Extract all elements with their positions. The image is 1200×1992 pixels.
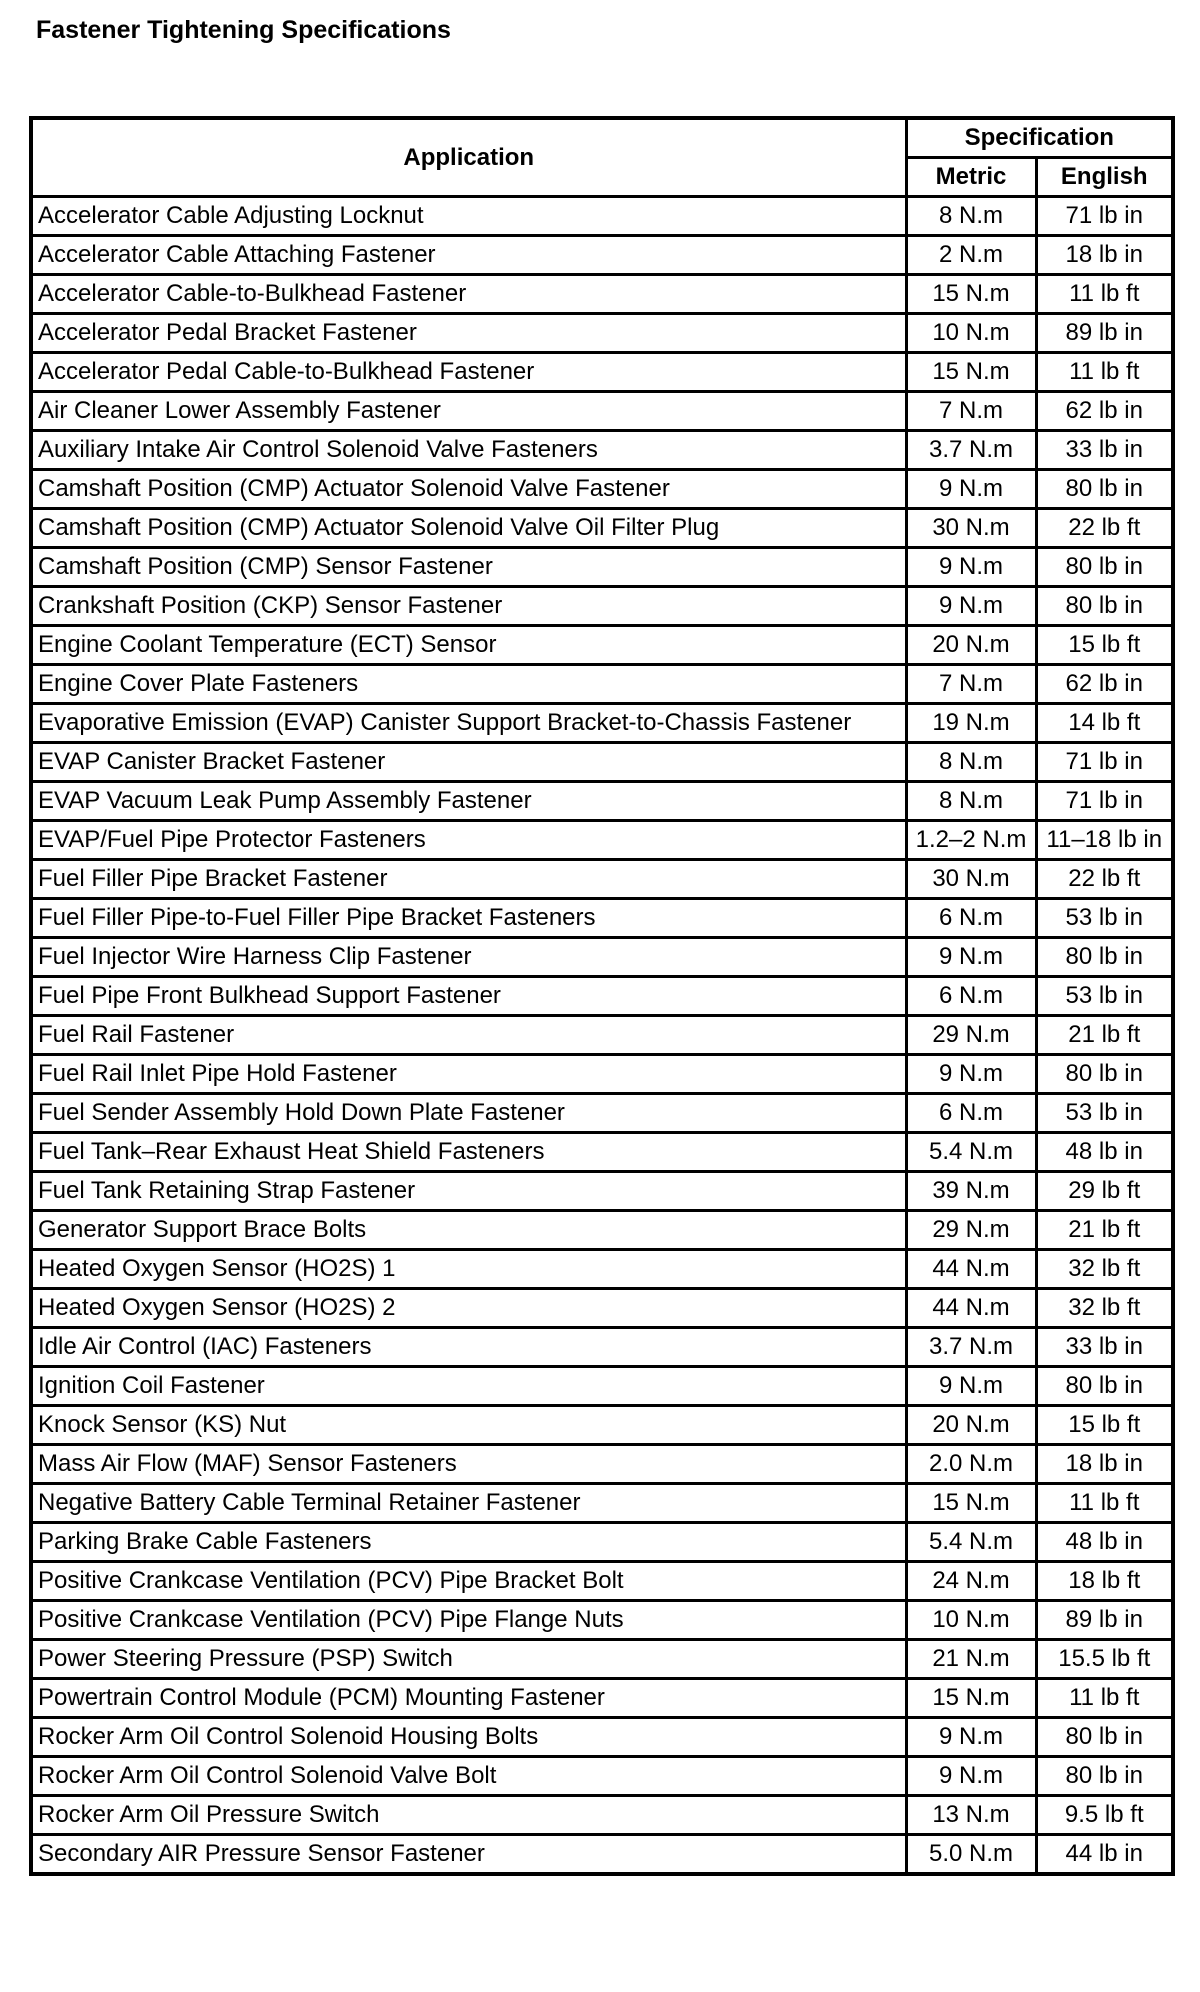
application-cell: Fuel Sender Assembly Hold Down Plate Fastener xyxy=(31,1094,906,1133)
english-cell: 80 lb in xyxy=(1036,470,1173,509)
metric-cell: 39 N.m xyxy=(906,1172,1036,1211)
specification-header: Specification xyxy=(906,118,1173,158)
application-cell: EVAP Canister Bracket Fastener xyxy=(31,743,906,782)
fastener-spec-table xyxy=(29,116,1175,1876)
english-cell: 32 lb ft xyxy=(1036,1289,1173,1328)
table-row xyxy=(31,548,1173,587)
table-row xyxy=(31,1679,1173,1718)
application-cell: Rocker Arm Oil Pressure Switch xyxy=(31,1796,906,1835)
english-cell: 11 lb ft xyxy=(1036,275,1173,314)
metric-cell: 2.0 N.m xyxy=(906,1445,1036,1484)
application-cell: Generator Support Brace Bolts xyxy=(31,1211,906,1250)
metric-cell: 20 N.m xyxy=(906,1406,1036,1445)
application-cell: Camshaft Position (CMP) Actuator Solenoid Valve Oil Filter Plug xyxy=(31,509,906,548)
application-cell: Engine Coolant Temperature (ECT) Sensor xyxy=(31,626,906,665)
application-cell: Fuel Rail Inlet Pipe Hold Fastener xyxy=(31,1055,906,1094)
table-row xyxy=(31,1445,1173,1484)
table-header xyxy=(31,118,1173,197)
metric-cell: 8 N.m xyxy=(906,743,1036,782)
english-cell: 53 lb in xyxy=(1036,1094,1173,1133)
table-row xyxy=(31,236,1173,275)
english-cell: 80 lb in xyxy=(1036,548,1173,587)
metric-cell: 9 N.m xyxy=(906,548,1036,587)
table-row xyxy=(31,1172,1173,1211)
english-cell: 80 lb in xyxy=(1036,1055,1173,1094)
application-cell: Engine Cover Plate Fasteners xyxy=(31,665,906,704)
english-cell: 44 lb in xyxy=(1036,1835,1173,1875)
english-cell: 21 lb ft xyxy=(1036,1211,1173,1250)
english-cell: 48 lb in xyxy=(1036,1133,1173,1172)
application-cell: Evaporative Emission (EVAP) Canister Support Bracket-to-Chassis Fastener xyxy=(31,704,906,743)
metric-cell: 3.7 N.m xyxy=(906,431,1036,470)
metric-cell: 9 N.m xyxy=(906,1367,1036,1406)
table-row xyxy=(31,782,1173,821)
table-row xyxy=(31,899,1173,938)
table-row xyxy=(31,1640,1173,1679)
english-cell: 11–18 lb in xyxy=(1036,821,1173,860)
english-cell: 18 lb in xyxy=(1036,236,1173,275)
table-row xyxy=(31,1484,1173,1523)
table-row xyxy=(31,1328,1173,1367)
english-cell: 80 lb in xyxy=(1036,587,1173,626)
application-cell: Fuel Pipe Front Bulkhead Support Fastener xyxy=(31,977,906,1016)
page-title: Fastener Tightening Specifications xyxy=(36,16,451,44)
table-row xyxy=(31,704,1173,743)
english-header: English xyxy=(1036,158,1173,197)
application-cell: Powertrain Control Module (PCM) Mounting Fastener xyxy=(31,1679,906,1718)
english-cell: 71 lb in xyxy=(1036,743,1173,782)
metric-cell: 7 N.m xyxy=(906,665,1036,704)
english-cell: 33 lb in xyxy=(1036,1328,1173,1367)
english-cell: 22 lb ft xyxy=(1036,860,1173,899)
english-cell: 80 lb in xyxy=(1036,1367,1173,1406)
metric-cell: 10 N.m xyxy=(906,1601,1036,1640)
metric-cell: 5.4 N.m xyxy=(906,1523,1036,1562)
metric-cell: 7 N.m xyxy=(906,392,1036,431)
metric-cell: 10 N.m xyxy=(906,314,1036,353)
english-cell: 53 lb in xyxy=(1036,899,1173,938)
metric-cell: 44 N.m xyxy=(906,1250,1036,1289)
table-row xyxy=(31,431,1173,470)
metric-cell: 3.7 N.m xyxy=(906,1328,1036,1367)
table-row xyxy=(31,587,1173,626)
table-row xyxy=(31,1211,1173,1250)
table-row xyxy=(31,1796,1173,1835)
application-cell: Accelerator Cable-to-Bulkhead Fastener xyxy=(31,275,906,314)
metric-cell: 9 N.m xyxy=(906,587,1036,626)
table-body xyxy=(31,197,1173,1875)
english-cell: 32 lb ft xyxy=(1036,1250,1173,1289)
metric-cell: 15 N.m xyxy=(906,1679,1036,1718)
application-cell: Positive Crankcase Ventilation (PCV) Pipe Flange Nuts xyxy=(31,1601,906,1640)
english-cell: 22 lb ft xyxy=(1036,509,1173,548)
table-row xyxy=(31,314,1173,353)
english-cell: 89 lb in xyxy=(1036,1601,1173,1640)
english-cell: 21 lb ft xyxy=(1036,1016,1173,1055)
application-cell: Parking Brake Cable Fasteners xyxy=(31,1523,906,1562)
english-cell: 15.5 lb ft xyxy=(1036,1640,1173,1679)
metric-cell: 29 N.m xyxy=(906,1211,1036,1250)
table-row xyxy=(31,1835,1173,1875)
english-cell: 62 lb in xyxy=(1036,392,1173,431)
metric-cell: 19 N.m xyxy=(906,704,1036,743)
english-cell: 11 lb ft xyxy=(1036,1679,1173,1718)
table-row xyxy=(31,626,1173,665)
table-row xyxy=(31,1055,1173,1094)
english-cell: 80 lb in xyxy=(1036,1757,1173,1796)
table-row xyxy=(31,470,1173,509)
application-cell: Mass Air Flow (MAF) Sensor Fasteners xyxy=(31,1445,906,1484)
application-cell: Secondary AIR Pressure Sensor Fastener xyxy=(31,1835,906,1875)
table-row xyxy=(31,353,1173,392)
metric-cell: 15 N.m xyxy=(906,353,1036,392)
application-cell: Accelerator Cable Attaching Fastener xyxy=(31,236,906,275)
metric-cell: 6 N.m xyxy=(906,977,1036,1016)
metric-cell: 15 N.m xyxy=(906,1484,1036,1523)
english-cell: 53 lb in xyxy=(1036,977,1173,1016)
metric-cell: 6 N.m xyxy=(906,1094,1036,1133)
metric-cell: 6 N.m xyxy=(906,899,1036,938)
metric-cell: 13 N.m xyxy=(906,1796,1036,1835)
table-row xyxy=(31,1016,1173,1055)
application-cell: Auxiliary Intake Air Control Solenoid Valve Fasteners xyxy=(31,431,906,470)
table-row xyxy=(31,938,1173,977)
application-cell: Heated Oxygen Sensor (HO2S) 1 xyxy=(31,1250,906,1289)
table-row xyxy=(31,821,1173,860)
application-cell: Negative Battery Cable Terminal Retainer Fastener xyxy=(31,1484,906,1523)
table-row xyxy=(31,1133,1173,1172)
application-cell: Fuel Injector Wire Harness Clip Fastener xyxy=(31,938,906,977)
application-cell: Accelerator Pedal Cable-to-Bulkhead Fastener xyxy=(31,353,906,392)
application-cell: Fuel Rail Fastener xyxy=(31,1016,906,1055)
metric-cell: 20 N.m xyxy=(906,626,1036,665)
metric-cell: 9 N.m xyxy=(906,1757,1036,1796)
metric-cell: 8 N.m xyxy=(906,197,1036,236)
application-cell: Rocker Arm Oil Control Solenoid Housing Bolts xyxy=(31,1718,906,1757)
application-cell: Heated Oxygen Sensor (HO2S) 2 xyxy=(31,1289,906,1328)
table-row xyxy=(31,665,1173,704)
table-row xyxy=(31,509,1173,548)
metric-cell: 24 N.m xyxy=(906,1562,1036,1601)
table-row xyxy=(31,860,1173,899)
table-row xyxy=(31,1406,1173,1445)
english-cell: 71 lb in xyxy=(1036,782,1173,821)
table-row xyxy=(31,1718,1173,1757)
application-cell: Fuel Tank–Rear Exhaust Heat Shield Fasteners xyxy=(31,1133,906,1172)
application-cell: Fuel Filler Pipe Bracket Fastener xyxy=(31,860,906,899)
table-row xyxy=(31,275,1173,314)
application-cell: Air Cleaner Lower Assembly Fastener xyxy=(31,392,906,431)
metric-cell: 2 N.m xyxy=(906,236,1036,275)
application-cell: Fuel Filler Pipe-to-Fuel Filler Pipe Bracket Fasteners xyxy=(31,899,906,938)
english-cell: 48 lb in xyxy=(1036,1523,1173,1562)
metric-cell: 30 N.m xyxy=(906,860,1036,899)
english-cell: 11 lb ft xyxy=(1036,353,1173,392)
metric-cell: 9 N.m xyxy=(906,470,1036,509)
english-cell: 62 lb in xyxy=(1036,665,1173,704)
metric-header: Metric xyxy=(906,158,1036,197)
application-cell: Knock Sensor (KS) Nut xyxy=(31,1406,906,1445)
metric-cell: 9 N.m xyxy=(906,938,1036,977)
application-cell: Positive Crankcase Ventilation (PCV) Pipe Bracket Bolt xyxy=(31,1562,906,1601)
table-row xyxy=(31,1094,1173,1133)
english-cell: 15 lb ft xyxy=(1036,1406,1173,1445)
table-row xyxy=(31,1250,1173,1289)
metric-cell: 44 N.m xyxy=(906,1289,1036,1328)
application-cell: Idle Air Control (IAC) Fasteners xyxy=(31,1328,906,1367)
english-cell: 89 lb in xyxy=(1036,314,1173,353)
table-row xyxy=(31,1367,1173,1406)
metric-cell: 5.4 N.m xyxy=(906,1133,1036,1172)
application-cell: Camshaft Position (CMP) Sensor Fastener xyxy=(31,548,906,587)
metric-cell: 29 N.m xyxy=(906,1016,1036,1055)
english-cell: 80 lb in xyxy=(1036,1718,1173,1757)
english-cell: 33 lb in xyxy=(1036,431,1173,470)
header-row-top xyxy=(31,118,1173,158)
table-row xyxy=(31,197,1173,236)
table-row xyxy=(31,1562,1173,1601)
table-row xyxy=(31,1757,1173,1796)
english-cell: 11 lb ft xyxy=(1036,1484,1173,1523)
metric-cell: 9 N.m xyxy=(906,1055,1036,1094)
english-cell: 71 lb in xyxy=(1036,197,1173,236)
application-cell: Ignition Coil Fastener xyxy=(31,1367,906,1406)
metric-cell: 1.2–2 N.m xyxy=(906,821,1036,860)
english-cell: 29 lb ft xyxy=(1036,1172,1173,1211)
metric-cell: 21 N.m xyxy=(906,1640,1036,1679)
application-cell: EVAP/Fuel Pipe Protector Fasteners xyxy=(31,821,906,860)
english-cell: 18 lb ft xyxy=(1036,1562,1173,1601)
english-cell: 80 lb in xyxy=(1036,938,1173,977)
metric-cell: 15 N.m xyxy=(906,275,1036,314)
application-cell: Power Steering Pressure (PSP) Switch xyxy=(31,1640,906,1679)
metric-cell: 5.0 N.m xyxy=(906,1835,1036,1875)
table-row xyxy=(31,392,1173,431)
table-row xyxy=(31,1601,1173,1640)
metric-cell: 9 N.m xyxy=(906,1718,1036,1757)
metric-cell: 8 N.m xyxy=(906,782,1036,821)
application-cell: Rocker Arm Oil Control Solenoid Valve Bolt xyxy=(31,1757,906,1796)
table-row xyxy=(31,1523,1173,1562)
application-cell: Crankshaft Position (CKP) Sensor Fastener xyxy=(31,587,906,626)
application-cell: EVAP Vacuum Leak Pump Assembly Fastener xyxy=(31,782,906,821)
table-row xyxy=(31,743,1173,782)
english-cell: 18 lb in xyxy=(1036,1445,1173,1484)
application-header: Application xyxy=(31,118,906,197)
table-row xyxy=(31,977,1173,1016)
metric-cell: 30 N.m xyxy=(906,509,1036,548)
application-cell: Fuel Tank Retaining Strap Fastener xyxy=(31,1172,906,1211)
application-cell: Camshaft Position (CMP) Actuator Solenoid Valve Fastener xyxy=(31,470,906,509)
english-cell: 9.5 lb ft xyxy=(1036,1796,1173,1835)
table-row xyxy=(31,1289,1173,1328)
application-cell: Accelerator Cable Adjusting Locknut xyxy=(31,197,906,236)
application-cell: Accelerator Pedal Bracket Fastener xyxy=(31,314,906,353)
english-cell: 14 lb ft xyxy=(1036,704,1173,743)
english-cell: 15 lb ft xyxy=(1036,626,1173,665)
